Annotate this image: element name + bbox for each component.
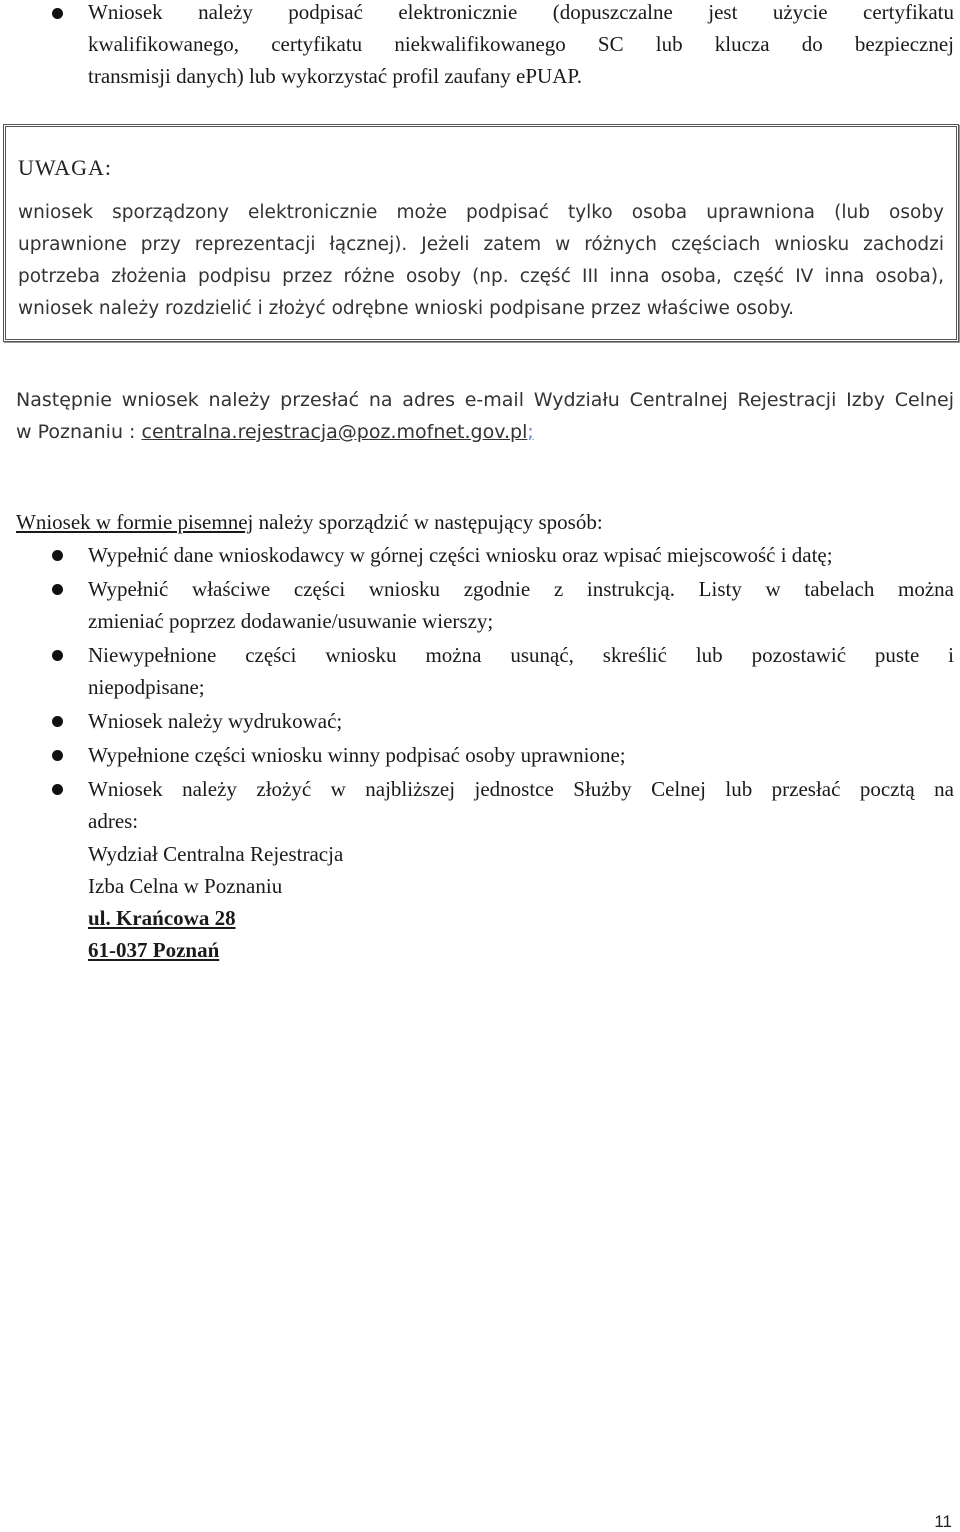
item-3-line-2: niepodpisane; (88, 675, 205, 699)
warning-line-4: wniosek należy rozdzielić i złożyć odrębne wnioski podpisane przez właściwe osoby. (18, 298, 795, 319)
warning-title: UWAGA: (18, 155, 112, 180)
intro-line-2: kwalifikowanego, certyfikatu niekwalifikowanego SC lub klucza do bezpiecznej (88, 32, 954, 56)
intro-bullet-text (88, 0, 954, 92)
bullet-icon (52, 584, 63, 595)
bullet-icon (52, 716, 63, 727)
address-line-1: Wydział Centralna Rejestracja (88, 842, 344, 866)
warning-box (3, 124, 959, 342)
bullet-icon (52, 784, 63, 795)
item-4-line-1: Wniosek należy wydrukować; (88, 709, 343, 733)
written-form-item-text (88, 639, 954, 703)
bullet-icon (52, 750, 63, 761)
address-city: 61-037 Poznań (88, 938, 220, 962)
send-paragraph (16, 384, 954, 448)
send-line-2 (16, 416, 954, 448)
send-line-1: Następnie wniosek należy przesłać na adres e-mail Wydziału Centralnej Rejestracji Izby Celnej (16, 389, 954, 411)
written-form-heading-rest: należy sporządzić w następujący sposób: (253, 510, 603, 534)
bullet-icon (52, 550, 63, 561)
written-form-heading-underlined: Wniosek w formie pisemnej (16, 510, 254, 534)
bullet-icon (52, 650, 63, 661)
written-form-item-text (88, 773, 954, 837)
warning-line-1: wniosek sporządzony elektronicznie może podpisać tylko osoba uprawniona (lub osoby (18, 202, 944, 223)
item-1-line-1: Wypełnić dane wnioskodawcy w górnej części wniosku oraz wpisać miejscowość i datę; (88, 543, 833, 567)
item-6-line-2: adres: (88, 809, 139, 833)
warning-line-3: potrzeba złożenia podpisu przez różne osoby (np. część III inna osoba, część IV inna osoba), (18, 266, 944, 287)
written-form-item-text (88, 573, 954, 637)
written-form-item-text (88, 539, 954, 571)
warning-line-2: uprawnione przy reprezentacji łącznej). Jeżeli zatem w różnych częściach wniosku zachodzi (18, 234, 944, 255)
item-6-line-1: Wniosek należy złożyć w najbliższej jednostce Służby Celnej lub przesłać pocztą na (88, 777, 954, 801)
intro-line-1: Wniosek należy podpisać elektronicznie (dopuszczalne jest użycie certyfikatu (88, 0, 954, 24)
bullet-icon (52, 8, 63, 19)
intro-line-3: transmisji danych) lub wykorzystać profil zaufany ePUAP. (88, 64, 582, 88)
address-street: ul. Krańcowa 28 (88, 906, 236, 930)
page-number: 11 (934, 1512, 952, 1531)
written-form-heading (16, 506, 954, 538)
item-5-line-1: Wypełnione części wniosku winny podpisać osoby uprawnione; (88, 743, 626, 767)
item-3-line-1: Niewypełnione części wniosku można usunąć, skreślić lub pozostawić puste i (88, 643, 954, 667)
written-form-item-text (88, 705, 954, 737)
send-line-2-prefix: w Poznaniu : (16, 421, 142, 443)
email-link[interactable]: centralna.rejestracja@poz.mofnet.gov.pl (141, 421, 528, 443)
email-suffix: ; (527, 421, 534, 443)
item-2-line-2: zmieniać poprzez dodawanie/usuwanie wierszy; (88, 609, 494, 633)
address-line-2: Izba Celna w Poznaniu (88, 874, 283, 898)
item-2-line-1: Wypełnić właściwe części wniosku zgodnie z instrukcją. Listy w tabelach można (88, 577, 954, 601)
written-form-item-text (88, 739, 954, 771)
warning-body (18, 197, 944, 325)
